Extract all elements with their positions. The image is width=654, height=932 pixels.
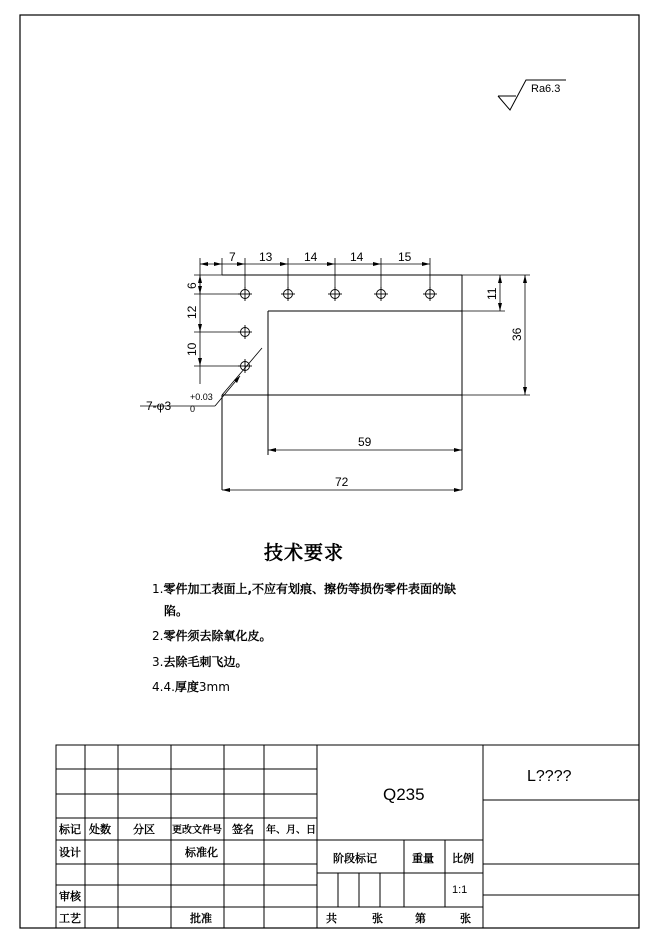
- requirement-suffix: 3mm: [198, 680, 230, 694]
- review-label: 审核: [59, 890, 81, 903]
- requirement-text: 陷。: [164, 604, 189, 618]
- requirement-number: 2.: [152, 629, 164, 643]
- requirement-number: 1.: [152, 582, 164, 596]
- standardize-label: 标准化: [185, 846, 218, 859]
- hdr-mark: 标记: [59, 823, 81, 836]
- approve-label: 批准: [190, 912, 212, 925]
- roughness-label: Ra6.3: [531, 83, 561, 95]
- hole: [281, 287, 295, 301]
- hdr-change-doc: 更改文件号: [172, 825, 222, 836]
- requirement-text: 零件加工表面上,不应有划痕、擦伤等损伤零件表面的缺: [163, 582, 457, 596]
- process-label: 工艺: [59, 912, 81, 925]
- design-label: 设计: [59, 846, 81, 859]
- dim-7: 7: [229, 250, 236, 264]
- dim-14a: 14: [304, 250, 318, 264]
- stage-mark-label: 阶段标记: [333, 852, 377, 865]
- part-outline: [222, 275, 462, 490]
- dim-12: 12: [185, 305, 199, 319]
- sheet-border: [20, 15, 639, 928]
- hole: [374, 287, 388, 301]
- hdr-date: 年、月、日: [266, 825, 316, 836]
- tech-requirements-title: 技术要求: [264, 542, 345, 564]
- hdr-zone: 分区: [133, 823, 155, 836]
- dim-11: 11: [485, 287, 499, 300]
- requirement-number: 3.: [152, 655, 164, 669]
- hole: [423, 287, 437, 301]
- scale-label: 比例: [452, 852, 474, 865]
- arrowheads: [198, 262, 527, 492]
- requirement-number: 4.4.: [152, 680, 175, 694]
- sheet-label-2: 张: [460, 912, 471, 925]
- no-label: 第: [415, 912, 426, 925]
- hdr-count: 处数: [89, 823, 111, 836]
- weight-label: 重量: [412, 852, 434, 865]
- drawing-number: L????: [527, 768, 572, 785]
- scale-value: 1:1: [452, 884, 468, 896]
- total-label: 共: [326, 912, 337, 925]
- dim-36: 36: [510, 327, 524, 341]
- dim-15: 15: [398, 250, 412, 264]
- hole: [328, 287, 342, 301]
- dim-14b: 14: [350, 250, 364, 264]
- dim-10: 10: [185, 342, 199, 356]
- requirement-text: 去除毛刺飞边。: [163, 655, 248, 669]
- requirement-text: 零件须去除氧化皮。: [163, 629, 272, 643]
- dim-13: 13: [259, 250, 273, 264]
- hole: [238, 359, 252, 373]
- hole-callout: 7-φ3: [146, 399, 172, 413]
- hole: [238, 287, 252, 301]
- sheets-label: 张: [372, 912, 383, 925]
- hole-tol-lower: 0: [190, 404, 196, 414]
- hole: [238, 325, 252, 339]
- dim-72: 72: [335, 475, 349, 489]
- hole-tol-upper: +0.03: [190, 392, 213, 402]
- material: Q235: [383, 785, 425, 804]
- hdr-sign: 签名: [232, 823, 254, 836]
- dim-59: 59: [358, 435, 372, 449]
- requirement-text: 厚度: [174, 680, 199, 694]
- dim-6: 6: [185, 282, 199, 289]
